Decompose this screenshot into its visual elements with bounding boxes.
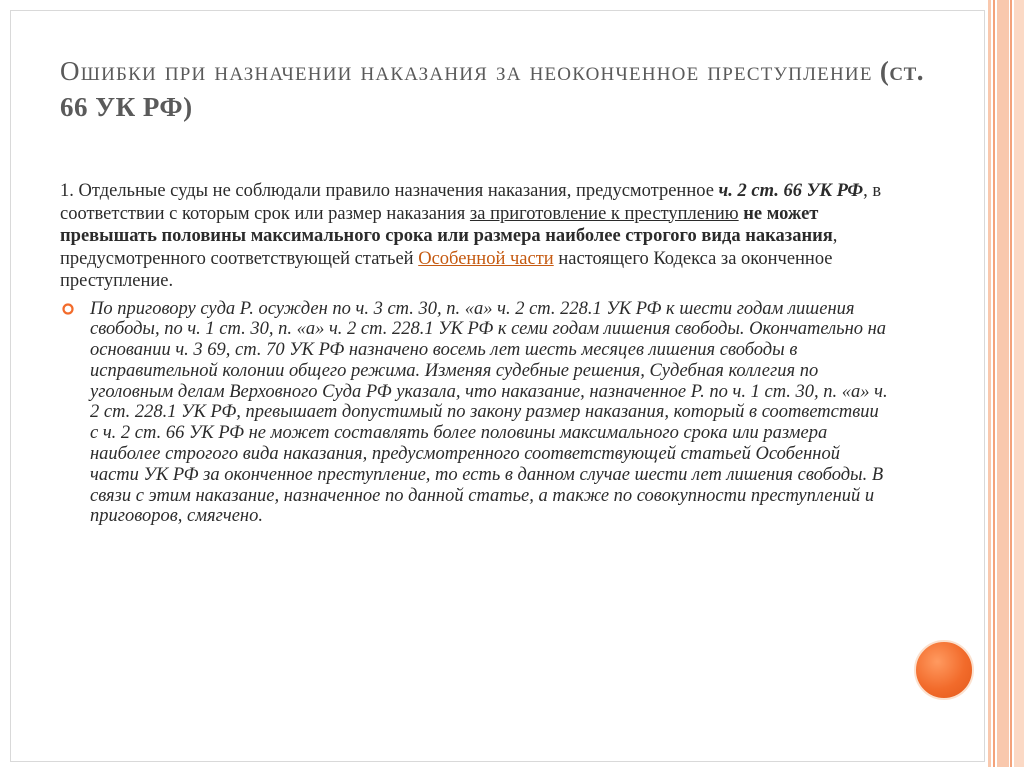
- stripe: [988, 0, 991, 767]
- stripe: [1014, 0, 1024, 767]
- decorative-stripes: [988, 0, 1024, 767]
- ring-bullet-icon: [61, 302, 75, 316]
- para-text: , в соответствии с которым срок или размер наказания: [60, 181, 882, 224]
- article-reference: ч. 2 ст. 66 УК РФ: [718, 181, 864, 201]
- stripe: [993, 0, 995, 767]
- para-text: 1. Отдельные суды не соблюдали правило назначения наказания, предусмотренное: [60, 181, 719, 201]
- underlined-phrase: за приготовление к преступлению: [469, 203, 739, 224]
- stripe: [1010, 0, 1012, 767]
- title-main: Ошибки при назначении наказания за неоконченное преступление: [60, 56, 873, 86]
- para-text: , предусмотренного соответствующей статьей: [60, 226, 838, 269]
- slide-body: [60, 180, 890, 527]
- intro-paragraph: [60, 180, 890, 293]
- title-article-ref: (ст. 66 УК РФ): [60, 56, 925, 122]
- special-part-link[interactable]: Особенной части: [418, 248, 554, 269]
- orange-circle-icon: [914, 640, 974, 700]
- case-example-bullet: [60, 299, 890, 528]
- para-text: настоящего Кодекса за оконченное преступление.: [60, 248, 833, 291]
- slide-title: [60, 53, 940, 125]
- bold-rule: не может превышать половины максимального срока или размера наиболее строгого вида наказания: [60, 203, 833, 246]
- case-example-text: По приговору суда Р. осужден по ч. 3 ст. 30, п. «а» ч. 2 ст. 228.1 УК РФ к шести годам лишения свободы, по ч. 1 ст. 30, п. «а» ч. 2 ст. 228.1 УК РФ к семи годам лишения свободы. Окончательно на основании ч. 3 69, ст. 70 УК РФ назначено восемь лет шесть месяцев лишения свободы в исправительной колонии общего режима. Изменяя судебные решения, Судебная коллегия по уголовным делам Верховного Суда РФ указала, что наказание, назначенное Р. по ч. 1 ст. 30, п. «а» ч. 2 ст. 228.1 УК РФ, превышает допустимый по закону размер наказания, который в соответствии с ч. 2 ст. 66 УК РФ не может составлять более половины максимального срока или размера наиболее строгого вида наказания, предусмотренного соответствующей статьей Особенной части УК РФ за оконченное преступление, то есть в данном случае шести лет лишения свободы. В связи с этим наказание, назначенное по данной статье, а также по совокупности преступлений и приговоров, смягчено.: [90, 298, 888, 527]
- stripe: [997, 0, 1009, 767]
